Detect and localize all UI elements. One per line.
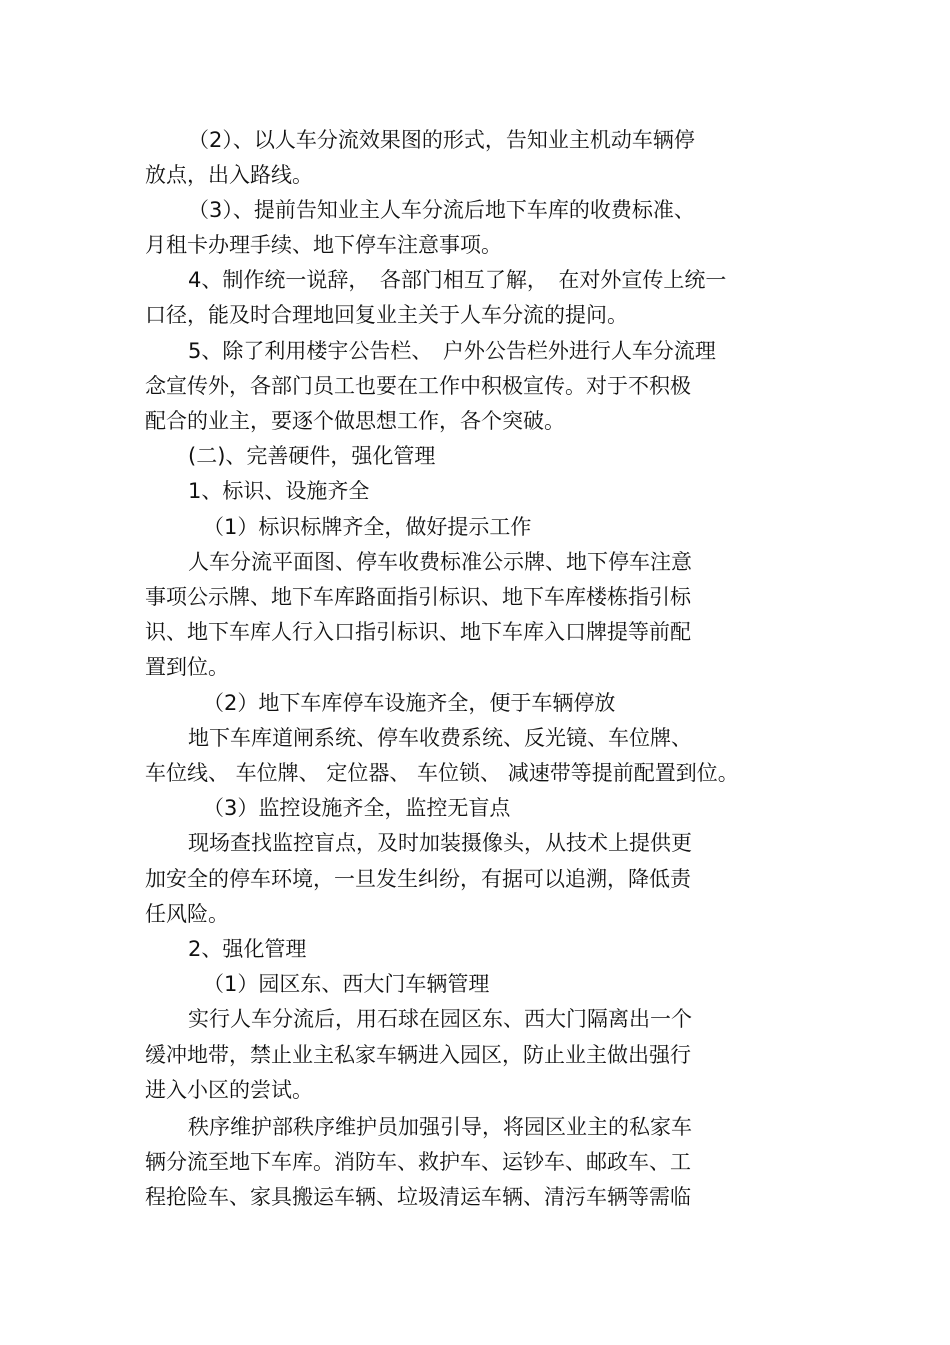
section-heading: (二)、完善硬件，强化管理 — [188, 444, 436, 468]
text-line: 地下车库道闸系统、停车收费系统、反光镜、车位牌、 — [188, 726, 692, 750]
text-line: 车位线、 车位牌、 定位器、 车位锁、 减速带等提前配置到位。 — [145, 761, 739, 785]
text-line: 程抢险车、家具搬运车辆、垃圾清运车辆、清污车辆等需临 — [145, 1185, 691, 1209]
text-line: 置到位。 — [145, 655, 229, 679]
text-line: 4、制作统一说辞， 各部门相互了解， 在对外宣传上统一 — [188, 268, 727, 292]
text-line: （3）、提前告知业主人车分流后地下车库的收费标准、 — [188, 198, 695, 222]
text-line: 辆分流至地下车库。消防车、救护车、运钞车、邮政车、工 — [145, 1150, 691, 1174]
text-line: 配合的业主，要逐个做思想工作，各个突破。 — [145, 409, 565, 433]
text-line: 现场查找监控盲点，及时加装摄像头，从技术上提供更 — [188, 831, 692, 855]
text-line: 任风险。 — [145, 902, 229, 926]
text-line: 口径，能及时合理地回复业主关于人车分流的提问。 — [145, 303, 628, 327]
text-line: 放点，出入路线。 — [145, 163, 313, 187]
text-line: 念宣传外，各部门员工也要在工作中积极宣传。对于不积极 — [145, 374, 691, 398]
text-line: 秩序维护部秩序维护员加强引导，将园区业主的私家车 — [188, 1115, 692, 1139]
text-line: 5、除了利用楼宇公告栏、 户外公告栏外进行人车分流理 — [188, 339, 716, 363]
text-line: 事项公示牌、地下车库路面指引标识、地下车库楼栋指引标 — [145, 585, 691, 609]
text-line: 人车分流平面图、停车收费标准公示牌、地下停车注意 — [188, 550, 692, 574]
text-line: 缓冲地带，禁止业主私家车辆进入园区，防止业主做出强行 — [145, 1043, 691, 1067]
item-heading: （1）标识标牌齐全，做好提示工作 — [203, 515, 532, 539]
text-line: 识、地下车库人行入口指引标识、地下车库入口牌提等前配 — [145, 620, 691, 644]
subsection-heading: 1、标识、设施齐全 — [188, 479, 370, 503]
text-line: 月租卡办理手续、地下停车注意事项。 — [145, 233, 502, 257]
text-line: （2）、以人车分流效果图的形式，告知业主机动车辆停 — [188, 128, 695, 152]
text-line: 加安全的停车环境，一旦发生纠纷，有据可以追溯，降低责 — [145, 867, 691, 891]
item-heading: （2）地下车库停车设施齐全，便于车辆停放 — [203, 691, 616, 715]
text-line: 实行人车分流后，用石球在园区东、西大门隔离出一个 — [188, 1007, 692, 1031]
text-line: 进入小区的尝试。 — [145, 1078, 313, 1102]
subsection-heading: 2、强化管理 — [188, 937, 307, 961]
item-heading: （1）园区东、西大门车辆管理 — [203, 972, 490, 996]
item-heading: （3）监控设施齐全，监控无盲点 — [203, 796, 511, 820]
